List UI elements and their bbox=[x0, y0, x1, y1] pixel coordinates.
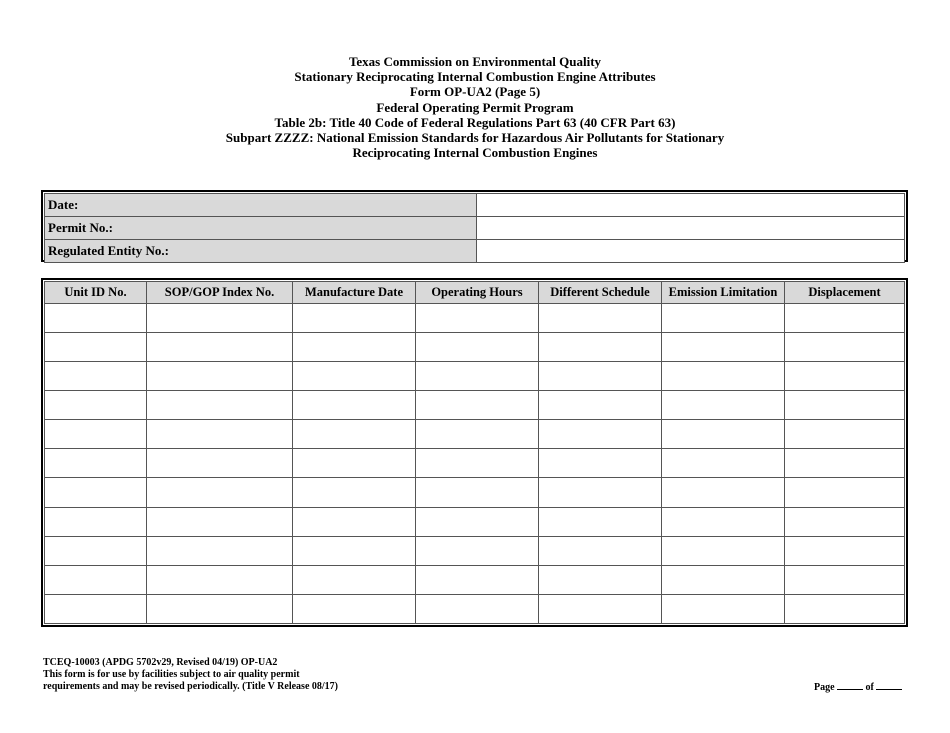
info-row-entity bbox=[45, 240, 905, 263]
cell-unit-id[interactable] bbox=[45, 362, 147, 391]
cell-different-schedule[interactable] bbox=[539, 362, 662, 391]
col-header-operating-hours: Operating Hours bbox=[416, 282, 539, 304]
footer-form-id: TCEQ-10003 (APDG 5702v29, Revised 04/19) OP-UA2 bbox=[43, 657, 278, 668]
col-header-sop-gop-index: SOP/GOP Index No. bbox=[147, 282, 293, 304]
cell-displacement[interactable] bbox=[785, 565, 905, 594]
cell-unit-id[interactable] bbox=[45, 304, 147, 333]
engine-attributes-table bbox=[44, 281, 905, 624]
cell-unit-id[interactable] bbox=[45, 391, 147, 420]
page-total-field[interactable] bbox=[876, 680, 902, 690]
cell-displacement[interactable] bbox=[785, 536, 905, 565]
cell-different-schedule[interactable] bbox=[539, 565, 662, 594]
cell-manufacture-date[interactable] bbox=[293, 507, 416, 536]
info-section bbox=[41, 190, 908, 262]
cell-displacement[interactable] bbox=[785, 391, 905, 420]
info-row-date bbox=[45, 194, 905, 217]
cell-displacement[interactable] bbox=[785, 594, 905, 623]
cell-operating-hours[interactable] bbox=[416, 333, 539, 362]
cell-manufacture-date[interactable] bbox=[293, 449, 416, 478]
cell-emission-limitation[interactable] bbox=[662, 304, 785, 333]
cell-emission-limitation[interactable] bbox=[662, 420, 785, 449]
cell-sop-gop-index[interactable] bbox=[147, 333, 293, 362]
cell-displacement[interactable] bbox=[785, 333, 905, 362]
cell-different-schedule[interactable] bbox=[539, 478, 662, 507]
cell-manufacture-date[interactable] bbox=[293, 565, 416, 594]
cell-sop-gop-index[interactable] bbox=[147, 362, 293, 391]
header-subpart-cont: Reciprocating Internal Combustion Engines bbox=[352, 145, 598, 161]
cell-different-schedule[interactable] bbox=[539, 594, 662, 623]
col-header-emission-limitation: Emission Limitation bbox=[662, 282, 785, 304]
cell-different-schedule[interactable] bbox=[539, 420, 662, 449]
table-row bbox=[45, 536, 905, 565]
header-agency: Texas Commission on Environmental Quality bbox=[348, 54, 602, 69]
cell-unit-id[interactable] bbox=[45, 565, 147, 594]
cell-operating-hours[interactable] bbox=[416, 449, 539, 478]
cell-emission-limitation[interactable] bbox=[662, 478, 785, 507]
page-label: Page bbox=[814, 682, 835, 693]
cell-operating-hours[interactable] bbox=[416, 362, 539, 391]
footer-usage-note: This form is for use by facilities subject to air quality permit bbox=[43, 669, 300, 680]
cell-sop-gop-index[interactable] bbox=[147, 391, 293, 420]
header-table-title: Table 2b: Title 40 Code of Federal Regulations Part 63 (40 CFR Part 63) bbox=[274, 114, 676, 130]
cell-displacement[interactable] bbox=[785, 449, 905, 478]
regulated-entity-label: Regulated Entity No.: bbox=[45, 240, 477, 263]
cell-different-schedule[interactable] bbox=[539, 391, 662, 420]
cell-manufacture-date[interactable] bbox=[293, 478, 416, 507]
cell-displacement[interactable] bbox=[785, 304, 905, 333]
of-label: of bbox=[865, 682, 874, 693]
table-row bbox=[45, 449, 905, 478]
cell-manufacture-date[interactable] bbox=[293, 304, 416, 333]
cell-operating-hours[interactable] bbox=[416, 507, 539, 536]
header-form-subject: Stationary Reciprocating Internal Combustion Engine Attributes bbox=[294, 69, 656, 85]
table-row bbox=[45, 478, 905, 507]
page-number bbox=[814, 680, 902, 693]
cell-emission-limitation[interactable] bbox=[662, 333, 785, 362]
cell-operating-hours[interactable] bbox=[416, 478, 539, 507]
table-row bbox=[45, 420, 905, 449]
cell-manufacture-date[interactable] bbox=[293, 594, 416, 623]
engine-table-section bbox=[41, 278, 908, 627]
cell-displacement[interactable] bbox=[785, 420, 905, 449]
cell-operating-hours[interactable] bbox=[416, 594, 539, 623]
cell-manufacture-date[interactable] bbox=[293, 362, 416, 391]
form-footer bbox=[43, 657, 338, 693]
cell-sop-gop-index[interactable] bbox=[147, 304, 293, 333]
date-field[interactable] bbox=[477, 194, 905, 217]
cell-operating-hours[interactable] bbox=[416, 536, 539, 565]
table-row bbox=[45, 362, 905, 391]
cell-different-schedule[interactable] bbox=[539, 507, 662, 536]
cell-manufacture-date[interactable] bbox=[293, 420, 416, 449]
table-header-row bbox=[45, 282, 905, 304]
cell-different-schedule[interactable] bbox=[539, 536, 662, 565]
table-row bbox=[45, 304, 905, 333]
info-table bbox=[44, 193, 905, 263]
cell-emission-limitation[interactable] bbox=[662, 391, 785, 420]
date-label: Date: bbox=[45, 194, 477, 217]
cell-operating-hours[interactable] bbox=[416, 304, 539, 333]
permit-no-label: Permit No.: bbox=[45, 217, 477, 240]
cell-different-schedule[interactable] bbox=[539, 333, 662, 362]
cell-unit-id[interactable] bbox=[45, 478, 147, 507]
cell-sop-gop-index[interactable] bbox=[147, 594, 293, 623]
table-body bbox=[45, 304, 905, 624]
cell-emission-limitation[interactable] bbox=[662, 507, 785, 536]
cell-sop-gop-index[interactable] bbox=[147, 449, 293, 478]
cell-unit-id[interactable] bbox=[45, 536, 147, 565]
table-row bbox=[45, 507, 905, 536]
cell-displacement[interactable] bbox=[785, 478, 905, 507]
table-row bbox=[45, 391, 905, 420]
cell-sop-gop-index[interactable] bbox=[147, 565, 293, 594]
cell-emission-limitation[interactable] bbox=[662, 536, 785, 565]
info-row-permit bbox=[45, 217, 905, 240]
cell-emission-limitation[interactable] bbox=[662, 362, 785, 391]
footer-usage-note-cont: requirements and may be revised periodically. (Title V Release 08/17) bbox=[43, 681, 338, 692]
cell-emission-limitation[interactable] bbox=[662, 565, 785, 594]
col-header-unit-id: Unit ID No. bbox=[45, 282, 147, 304]
cell-operating-hours[interactable] bbox=[416, 565, 539, 594]
table-row bbox=[45, 565, 905, 594]
header-subpart: Subpart ZZZZ: National Emission Standards for Hazardous Air Pollutants for Stationary bbox=[225, 130, 725, 146]
cell-unit-id[interactable] bbox=[45, 507, 147, 536]
col-header-different-schedule: Different Schedule bbox=[539, 282, 662, 304]
cell-unit-id[interactable] bbox=[45, 449, 147, 478]
form-header bbox=[0, 54, 950, 160]
cell-different-schedule[interactable] bbox=[539, 449, 662, 478]
cell-sop-gop-index[interactable] bbox=[147, 507, 293, 536]
cell-sop-gop-index[interactable] bbox=[147, 478, 293, 507]
cell-sop-gop-index[interactable] bbox=[147, 536, 293, 565]
cell-displacement[interactable] bbox=[785, 362, 905, 391]
cell-manufacture-date[interactable] bbox=[293, 391, 416, 420]
cell-unit-id[interactable] bbox=[45, 333, 147, 362]
cell-manufacture-date[interactable] bbox=[293, 333, 416, 362]
col-header-displacement: Displacement bbox=[785, 282, 905, 304]
regulated-entity-field[interactable] bbox=[477, 240, 905, 263]
cell-unit-id[interactable] bbox=[45, 420, 147, 449]
cell-manufacture-date[interactable] bbox=[293, 536, 416, 565]
cell-unit-id[interactable] bbox=[45, 594, 147, 623]
page-number-field[interactable] bbox=[837, 680, 863, 690]
table-row bbox=[45, 594, 905, 623]
col-header-manufacture-date: Manufacture Date bbox=[293, 282, 416, 304]
header-program: Federal Operating Permit Program bbox=[376, 99, 574, 115]
cell-displacement[interactable] bbox=[785, 507, 905, 536]
header-form-number: Form OP-UA2 (Page 5) bbox=[409, 84, 541, 100]
cell-sop-gop-index[interactable] bbox=[147, 420, 293, 449]
cell-emission-limitation[interactable] bbox=[662, 594, 785, 623]
cell-different-schedule[interactable] bbox=[539, 304, 662, 333]
table-row bbox=[45, 333, 905, 362]
permit-no-field[interactable] bbox=[477, 217, 905, 240]
cell-operating-hours[interactable] bbox=[416, 391, 539, 420]
cell-operating-hours[interactable] bbox=[416, 420, 539, 449]
cell-emission-limitation[interactable] bbox=[662, 449, 785, 478]
